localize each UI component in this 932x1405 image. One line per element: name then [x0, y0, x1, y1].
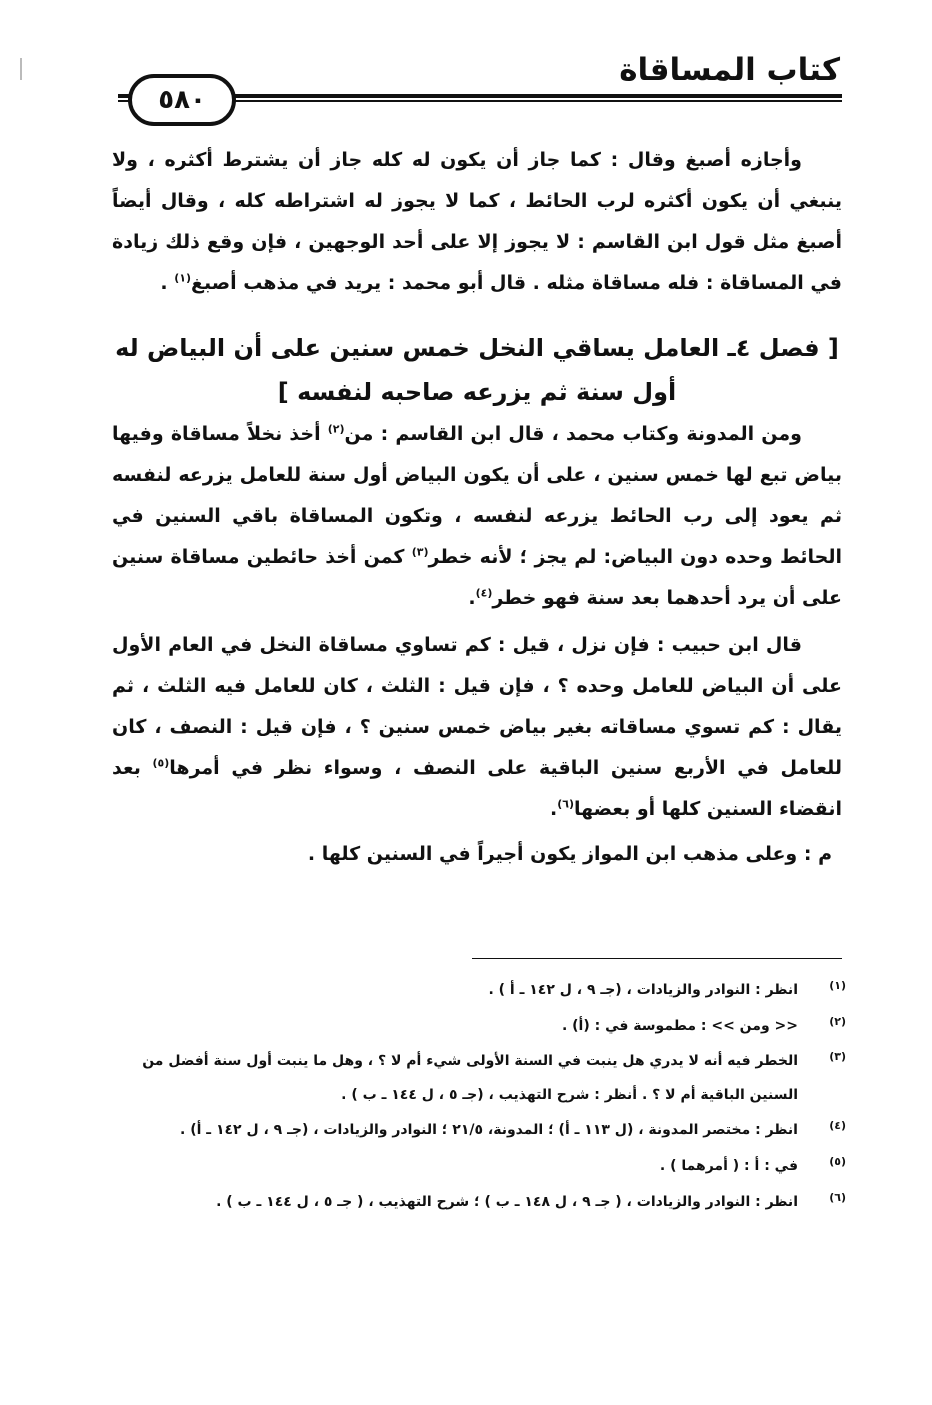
footnote-text: << ومن >> : مطموسة في : (أ) .: [561, 1018, 798, 1034]
footnote-ref-5: (٥): [152, 756, 170, 770]
footnote-5: [110, 1148, 846, 1184]
footnote-ref-3: (٣): [411, 545, 429, 559]
footnote-number: (٤): [829, 1119, 846, 1132]
footnote-text: انظر : النوادر والزيادات ، ( جـ ٩ ، ل ١٤٨ ـ ب ) ؛ شرح التهذيب ، ( جـ ٥ ، ل ١٤٤ ـ ب ) .: [216, 1194, 798, 1210]
paragraph-3-text-b: بعد انقضاء السنين كلها أو بعضها: [112, 757, 842, 820]
footnote-3: [110, 1044, 846, 1112]
footnote-text: انظر : مختصر المدونة ، (ل ١١٣ ـ أ) ؛ المدونة، ٢١/٥ ؛ النوادر والزيادات ، (جـ ٩ ، ل ١٤٢ ـ أ) .: [180, 1122, 798, 1138]
paragraph-3-end: .: [549, 798, 558, 820]
paragraph-3-text-a: قال ابن حبيب : فإن نزل ، قيل : كم تساوي مساقاة النخل في العام الأول على أن البياض للعامل وحده ؟ ، فإن قيل : الثلث ، كان للعامل فيه الثلث ، ثم يقال : كم تسوي مساقاته بغير بياض خمس سنين ؟ ، فإن قيل : النصف ، كان للعامل في الأربع سنين الباقية على النصف ، وسواء نظر في أمرها: [112, 634, 843, 779]
paragraph-2-end: .: [468, 587, 476, 609]
page-number-badge: [128, 74, 236, 126]
page-number: ٥٨٠: [158, 85, 206, 115]
footnote-number: (٦): [829, 1191, 846, 1204]
spacer: [112, 304, 842, 326]
footnote-1: [110, 972, 846, 1008]
main-text: [112, 140, 842, 875]
running-header-title: كتاب المساقاة: [619, 52, 840, 88]
paragraph-1: [112, 140, 842, 304]
footnote-number: (٥): [829, 1155, 846, 1168]
footnote-text: في : أ : ( أمرهما ) .: [659, 1158, 798, 1174]
section-heading: [ فصل ٤ـ العامل يساقي النخل خمس سنين على أن البياض له أول سنة ثم يزرعه صاحبه لنفسه ]: [115, 334, 839, 406]
footnote-6: [110, 1184, 846, 1220]
paragraph-1-end: .: [160, 272, 175, 294]
footnote-separator: [472, 958, 842, 959]
paragraph-4: م : وعلى مذهب ابن المواز يكون أجيراً في السنين كلها .: [307, 843, 832, 865]
footnote-2: [110, 1008, 846, 1044]
paragraph-2: [112, 414, 842, 619]
margin-tick-mark: [20, 58, 22, 80]
footnote-4: [110, 1112, 846, 1148]
footnote-number: (٣): [829, 1050, 846, 1063]
footnote-text: الخطر فيه أنه لا يدري هل ينبت في السنة الأولى شيء أم لا ؟ ، وهل ما ينبت أول سنة أفضل من السنين الباقية أم لا ؟ . أنظر : شرح التهذيب ، (جـ ٥ ، ل ١٤٤ ـ ب ) .: [142, 1053, 798, 1103]
footnote-ref-1: (١): [174, 271, 191, 285]
paragraph-2-text-c: كمن أخذ حائطين مساقاة سنين على أن يرد أحدهما بعد سنة فهو خطر: [112, 546, 842, 609]
paragraph-1-text: وأجازه أصبغ وقال : كما جاز أن يكون له كله جاز أن يشترط أكثره ، ولا ينبغي أن يكون أكثره لرب الحائط ، كما لا يجوز له اشتراطه كله ، وقال أيضاً أصبغ مثل قول ابن القاسم : لا يجوز إلا على أحد الوجهين ، فإن وقع ذلك زيادة في المساقاة : فله مساقاة مثله . قال أبو محمد : يريد في مذهب أصبغ: [112, 149, 842, 294]
paragraph-2-text-b: أخذ نخلاً مساقاة وفيها بياض تبع لها خمس سنين ، على أن يكون البياض أول سنة للعامل يزرعه لنفسه ثم يعود إلى رب الحائط يزرعه لنفسه ، وتكون المساقاة باقي السنين في الحائط وحده دون البياض: لم يجز ؛ لأنه خطر: [112, 423, 842, 568]
footnote-number: (١): [829, 979, 846, 992]
footnote-text: انظر : النوادر والزيادات ، (جـ ٩ ، ل ١٤٢ ـ أ ) .: [488, 982, 798, 998]
footnote-number: (٢): [829, 1015, 846, 1028]
paragraph-3: [112, 625, 842, 830]
footnote-ref-6: (٦): [557, 797, 574, 811]
footnotes: [110, 972, 846, 1220]
footnote-ref-4: (٤): [475, 586, 493, 600]
paragraph-2-text-a: ومن المدونة وكتاب محمد ، قال ابن القاسم : من: [344, 423, 802, 445]
footnote-ref-2: (٢): [327, 422, 345, 436]
